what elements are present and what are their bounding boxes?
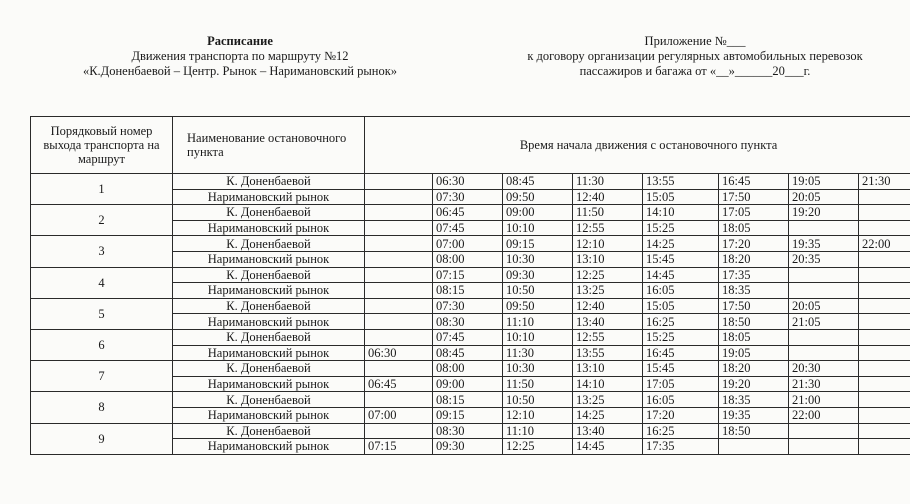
- time-cell: 15:25: [643, 220, 719, 236]
- stop-name-cell: К. Доненбаевой: [173, 392, 365, 408]
- time-cell: 22:00: [789, 407, 859, 423]
- time-cell: 19:20: [789, 205, 859, 221]
- time-cell: 17:05: [643, 376, 719, 392]
- stop-name-cell: Наримановский рынок: [173, 251, 365, 267]
- time-cell: 19:20: [719, 376, 789, 392]
- time-cell: 11:50: [573, 205, 643, 221]
- time-cell: 10:10: [503, 329, 573, 345]
- time-cell: 17:05: [719, 205, 789, 221]
- time-cell: 16:45: [719, 174, 789, 190]
- time-cell: 12:25: [503, 439, 573, 455]
- time-cell: [365, 298, 433, 314]
- time-cell: 18:05: [719, 220, 789, 236]
- time-cell: 20:05: [789, 298, 859, 314]
- exit-number-cell: 4: [31, 267, 173, 298]
- time-cell: 06:45: [433, 205, 503, 221]
- time-cell: 07:15: [365, 439, 433, 455]
- time-cell: 08:45: [433, 345, 503, 361]
- time-cell: 21:05: [789, 314, 859, 330]
- stop-name-cell: К. Доненбаевой: [173, 267, 365, 283]
- time-cell: 10:30: [503, 251, 573, 267]
- header-stop-name: Наименование остановочного пункта: [173, 117, 365, 174]
- time-cell: [859, 251, 910, 267]
- time-cell: 10:30: [503, 361, 573, 377]
- time-cell: 16:25: [643, 423, 719, 439]
- time-cell: 21:30: [859, 174, 910, 190]
- time-cell: [789, 345, 859, 361]
- exit-number-cell: 5: [31, 298, 173, 329]
- time-cell: [365, 361, 433, 377]
- time-cell: 13:40: [573, 314, 643, 330]
- time-cell: 18:20: [719, 251, 789, 267]
- time-cell: 16:25: [643, 314, 719, 330]
- time-cell: 18:35: [719, 392, 789, 408]
- stop-name-cell: Наримановский рынок: [173, 407, 365, 423]
- time-cell: 12:40: [573, 189, 643, 205]
- time-cell: [859, 298, 910, 314]
- table-row: [31, 174, 910, 190]
- time-cell: 13:40: [573, 423, 643, 439]
- exit-number-cell: 9: [31, 423, 173, 454]
- time-cell: 18:35: [719, 283, 789, 299]
- time-cell: 07:00: [365, 407, 433, 423]
- time-cell: [859, 329, 910, 345]
- time-cell: 06:45: [365, 376, 433, 392]
- time-cell: 08:00: [433, 361, 503, 377]
- time-cell: 17:35: [719, 267, 789, 283]
- table-row: [31, 361, 910, 377]
- time-cell: 06:30: [365, 345, 433, 361]
- time-cell: [859, 220, 910, 236]
- time-cell: 08:45: [503, 174, 573, 190]
- time-cell: [859, 314, 910, 330]
- time-cell: 10:50: [503, 392, 573, 408]
- stop-name-cell: Наримановский рынок: [173, 314, 365, 330]
- time-cell: [365, 329, 433, 345]
- time-cell: 13:55: [573, 345, 643, 361]
- time-cell: [365, 267, 433, 283]
- time-cell: 06:30: [433, 174, 503, 190]
- table-row: [31, 236, 910, 252]
- time-cell: 19:35: [789, 236, 859, 252]
- table-row: [31, 329, 910, 345]
- stop-name-cell: Наримановский рынок: [173, 345, 365, 361]
- stop-name-cell: Наримановский рынок: [173, 189, 365, 205]
- time-cell: [859, 376, 910, 392]
- time-cell: [859, 361, 910, 377]
- time-cell: 13:55: [643, 174, 719, 190]
- time-cell: 17:35: [643, 439, 719, 455]
- time-cell: [789, 267, 859, 283]
- time-cell: [859, 407, 910, 423]
- stop-name-cell: Наримановский рынок: [173, 220, 365, 236]
- time-cell: 13:10: [573, 361, 643, 377]
- appendix-heading: [490, 34, 900, 79]
- time-cell: [859, 205, 910, 221]
- table-header-row: [31, 117, 910, 174]
- stop-name-cell: К. Доненбаевой: [173, 329, 365, 345]
- time-cell: [365, 236, 433, 252]
- time-cell: 12:10: [573, 236, 643, 252]
- schedule-title: Расписание: [207, 34, 273, 48]
- table-row: [31, 205, 910, 221]
- time-cell: 15:05: [643, 189, 719, 205]
- stop-name-cell: К. Доненбаевой: [173, 361, 365, 377]
- time-cell: [365, 205, 433, 221]
- time-cell: 12:25: [573, 267, 643, 283]
- time-cell: 15:45: [643, 361, 719, 377]
- time-cell: 14:45: [643, 267, 719, 283]
- time-cell: 09:30: [433, 439, 503, 455]
- time-cell: 15:05: [643, 298, 719, 314]
- time-cell: [365, 251, 433, 267]
- time-cell: [789, 439, 859, 455]
- exit-number-cell: 6: [31, 329, 173, 360]
- time-cell: [365, 189, 433, 205]
- time-cell: 22:00: [859, 236, 910, 252]
- time-cell: 18:20: [719, 361, 789, 377]
- table-row: [31, 267, 910, 283]
- time-cell: [859, 283, 910, 299]
- time-cell: 18:50: [719, 314, 789, 330]
- time-cell: [789, 423, 859, 439]
- time-cell: 14:45: [573, 439, 643, 455]
- contract-date-line: пассажиров и багажа от «__»______20___г.: [579, 64, 811, 78]
- time-cell: [365, 423, 433, 439]
- time-cell: 17:50: [719, 189, 789, 205]
- time-cell: 07:00: [433, 236, 503, 252]
- time-cell: 16:05: [643, 283, 719, 299]
- time-cell: 17:50: [719, 298, 789, 314]
- time-cell: 12:55: [573, 220, 643, 236]
- time-cell: 07:15: [433, 267, 503, 283]
- stop-name-cell: К. Доненбаевой: [173, 236, 365, 252]
- contract-line: к договору организации регулярных автомобильных перевозок: [527, 49, 863, 63]
- time-cell: [859, 439, 910, 455]
- time-cell: 09:30: [503, 267, 573, 283]
- exit-number-cell: 1: [31, 174, 173, 205]
- time-cell: 13:10: [573, 251, 643, 267]
- time-cell: [789, 329, 859, 345]
- time-cell: 11:30: [573, 174, 643, 190]
- time-cell: 10:10: [503, 220, 573, 236]
- time-cell: 08:00: [433, 251, 503, 267]
- time-cell: 19:35: [719, 407, 789, 423]
- time-cell: 11:10: [503, 423, 573, 439]
- time-cell: 18:05: [719, 329, 789, 345]
- time-cell: 14:10: [573, 376, 643, 392]
- time-cell: 21:00: [789, 392, 859, 408]
- time-cell: 08:15: [433, 283, 503, 299]
- time-cell: [719, 439, 789, 455]
- time-cell: 08:30: [433, 423, 503, 439]
- time-cell: 07:30: [433, 298, 503, 314]
- time-cell: [859, 189, 910, 205]
- time-cell: 20:05: [789, 189, 859, 205]
- time-cell: 12:10: [503, 407, 573, 423]
- time-cell: 13:25: [573, 392, 643, 408]
- time-cell: 07:45: [433, 329, 503, 345]
- time-cell: 09:00: [503, 205, 573, 221]
- table-row: [31, 298, 910, 314]
- stop-name-cell: К. Доненбаевой: [173, 298, 365, 314]
- time-cell: 11:10: [503, 314, 573, 330]
- time-cell: [365, 283, 433, 299]
- schedule-table: [30, 116, 910, 455]
- time-cell: [859, 423, 910, 439]
- time-cell: 14:25: [643, 236, 719, 252]
- time-cell: 12:55: [573, 329, 643, 345]
- stop-name-cell: К. Доненбаевой: [173, 423, 365, 439]
- route-name: «К.Доненбаевой – Центр. Рынок – Наримановский рынок»: [82, 64, 398, 78]
- time-cell: 13:25: [573, 283, 643, 299]
- time-cell: 15:25: [643, 329, 719, 345]
- time-cell: 16:05: [643, 392, 719, 408]
- time-cell: 11:50: [503, 376, 573, 392]
- time-cell: 09:50: [503, 298, 573, 314]
- route-line: Движения транспорта по маршруту №12: [131, 49, 349, 63]
- table-row: [31, 423, 910, 439]
- time-cell: [365, 174, 433, 190]
- time-cell: 12:40: [573, 298, 643, 314]
- time-cell: 19:05: [789, 174, 859, 190]
- time-cell: 19:05: [719, 345, 789, 361]
- time-cell: 07:30: [433, 189, 503, 205]
- stop-name-cell: Наримановский рынок: [173, 439, 365, 455]
- time-cell: [859, 345, 910, 361]
- exit-number-cell: 2: [31, 205, 173, 236]
- stop-name-cell: Наримановский рынок: [173, 376, 365, 392]
- time-cell: 17:20: [643, 407, 719, 423]
- time-cell: [859, 392, 910, 408]
- exit-number-cell: 8: [31, 392, 173, 423]
- time-cell: 09:50: [503, 189, 573, 205]
- time-cell: [789, 220, 859, 236]
- time-cell: [365, 314, 433, 330]
- time-cell: 09:15: [433, 407, 503, 423]
- stop-name-cell: К. Доненбаевой: [173, 174, 365, 190]
- schedule-body: [31, 174, 910, 455]
- schedule-heading: [60, 34, 420, 79]
- time-cell: 08:15: [433, 392, 503, 408]
- time-cell: 07:45: [433, 220, 503, 236]
- exit-number-cell: 3: [31, 236, 173, 267]
- time-cell: 20:30: [789, 361, 859, 377]
- header-departure-time: Время начала движения с остановочного пункта: [365, 117, 910, 174]
- time-cell: 15:45: [643, 251, 719, 267]
- time-cell: [365, 392, 433, 408]
- time-cell: 09:15: [503, 236, 573, 252]
- time-cell: 10:50: [503, 283, 573, 299]
- time-cell: 20:35: [789, 251, 859, 267]
- time-cell: 14:25: [573, 407, 643, 423]
- exit-number-cell: 7: [31, 361, 173, 392]
- time-cell: 08:30: [433, 314, 503, 330]
- time-cell: 18:50: [719, 423, 789, 439]
- stop-name-cell: Наримановский рынок: [173, 283, 365, 299]
- time-cell: 14:10: [643, 205, 719, 221]
- time-cell: 09:00: [433, 376, 503, 392]
- time-cell: [365, 220, 433, 236]
- time-cell: 21:30: [789, 376, 859, 392]
- time-cell: [789, 283, 859, 299]
- header-exit-number: Порядковый номер выхода транспорта на маршрут: [31, 117, 173, 174]
- table-row: [31, 392, 910, 408]
- time-cell: 16:45: [643, 345, 719, 361]
- time-cell: [859, 267, 910, 283]
- time-cell: 17:20: [719, 236, 789, 252]
- appendix-number: Приложение №___: [644, 34, 746, 48]
- time-cell: 11:30: [503, 345, 573, 361]
- stop-name-cell: К. Доненбаевой: [173, 205, 365, 221]
